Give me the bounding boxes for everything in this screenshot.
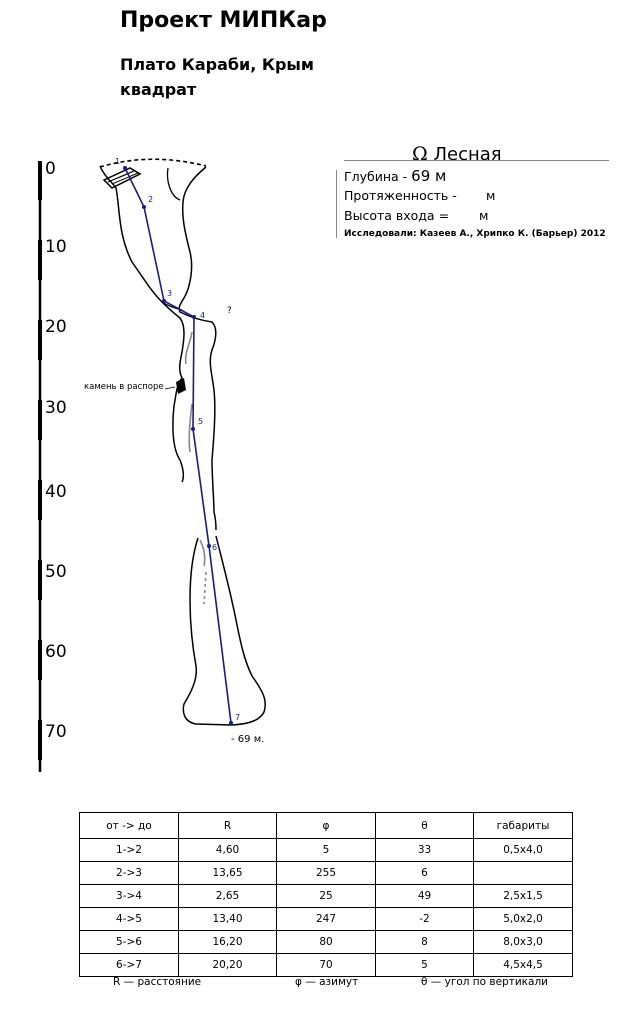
cave-wall-right (179, 167, 216, 530)
column-header: от -> до (80, 813, 179, 839)
survey-line (125, 168, 231, 723)
scale-label-50: 50 (45, 562, 67, 582)
unexplored-mark: ? (227, 306, 232, 316)
table-cell: 25 (277, 885, 376, 908)
stone-label: камень в распоре (84, 382, 164, 392)
legend-theta: θ — угол по вертикали (421, 976, 548, 988)
table-row (80, 862, 573, 885)
table-cell: 3->4 (80, 885, 179, 908)
station-label-3: 3 (167, 289, 173, 298)
scale-label-60: 60 (45, 642, 67, 662)
table-cell: 1->2 (80, 839, 179, 862)
table-row (80, 908, 573, 931)
table-cell: 6 (376, 862, 474, 885)
table-cell: 80 (277, 931, 376, 954)
cave-wall-left-lower (183, 538, 232, 725)
table-cell: 5->6 (80, 931, 179, 954)
wedged-stone (176, 378, 186, 394)
scale-label-10: 10 (45, 237, 67, 257)
entrance-label: Высота входа = (344, 208, 450, 223)
cave-wall-right-lower (216, 536, 265, 725)
table-row (80, 885, 573, 908)
table-cell: 6->7 (80, 954, 179, 977)
table-cell: 2->3 (80, 862, 179, 885)
length-unit: м (486, 188, 496, 203)
cave-inner-wall (168, 168, 181, 200)
entrance-unit: м (479, 208, 489, 223)
station-label-1: 1 (115, 157, 121, 166)
station-label-7: 7 (235, 713, 241, 722)
inner-ledges (186, 332, 206, 604)
table-cell: 5,0x2,0 (474, 908, 573, 931)
table-cell: -2 (376, 908, 474, 931)
table-cell: 4,5x4,5 (474, 954, 573, 977)
stone-pointer (165, 387, 175, 389)
column-header: габариты (474, 813, 573, 839)
column-header: φ (277, 813, 376, 839)
table-header-row (80, 813, 573, 839)
cave-wall-left (100, 166, 184, 482)
scale-label-0: 0 (45, 159, 56, 179)
station-label-2: 2 (148, 195, 154, 204)
table-cell: 0,5x4,0 (474, 839, 573, 862)
table-cell: 5 (277, 839, 376, 862)
table-cell: 13,40 (179, 908, 277, 931)
omega-symbol: Ω (412, 143, 428, 165)
table-cell: 8,0x3,0 (474, 931, 573, 954)
table-cell (474, 862, 573, 885)
location-line: Плато Караби, Крым (120, 55, 314, 74)
table-cell: 49 (376, 885, 474, 908)
table-cell: 33 (376, 839, 474, 862)
table-cell: 13,65 (179, 862, 277, 885)
entrance-rock (104, 168, 140, 188)
legend-r: R — расстояние (113, 976, 202, 988)
cave-title: Лесная (433, 144, 502, 165)
table-cell: 247 (277, 908, 376, 931)
depth-value: 69 м (411, 167, 447, 185)
survey-stations (123, 166, 233, 725)
table-cell: 20,20 (179, 954, 277, 977)
column-header: R (179, 813, 277, 839)
table-row (80, 954, 573, 977)
station-labels (115, 157, 240, 722)
table-cell: 4,60 (179, 839, 277, 862)
station-label-4: 4 (200, 311, 206, 320)
scale-label-70: 70 (45, 722, 67, 742)
station-label-5: 5 (198, 417, 204, 426)
column-header: θ (376, 813, 474, 839)
survey-table (79, 812, 573, 977)
table-cell: 4->5 (80, 908, 179, 931)
table-cell: 2,5x1,5 (474, 885, 573, 908)
table-cell: 16,20 (179, 931, 277, 954)
project-title: Проект МИПКар (120, 8, 327, 33)
bottom-depth-label: - 69 м. (231, 734, 265, 745)
scale-label-30: 30 (45, 398, 67, 418)
table-cell: 8 (376, 931, 474, 954)
length-label: Протяженность - (344, 188, 457, 203)
explored-by: Исследовали: Казеев А., Хрипко К. (Барьер) 2012 (344, 229, 606, 239)
table-cell: 70 (277, 954, 376, 977)
table-row (80, 931, 573, 954)
legend-phi: φ — азимут (295, 976, 359, 988)
depth-label: Глубина - (344, 169, 408, 184)
station-label-6: 6 (212, 543, 218, 552)
scale-label-20: 20 (45, 317, 67, 337)
table-cell: 255 (277, 862, 376, 885)
square-line: квадрат (120, 80, 197, 99)
scale-label-40: 40 (45, 482, 67, 502)
table-cell: 2,65 (179, 885, 277, 908)
table-row (80, 839, 573, 862)
table-cell: 5 (376, 954, 474, 977)
